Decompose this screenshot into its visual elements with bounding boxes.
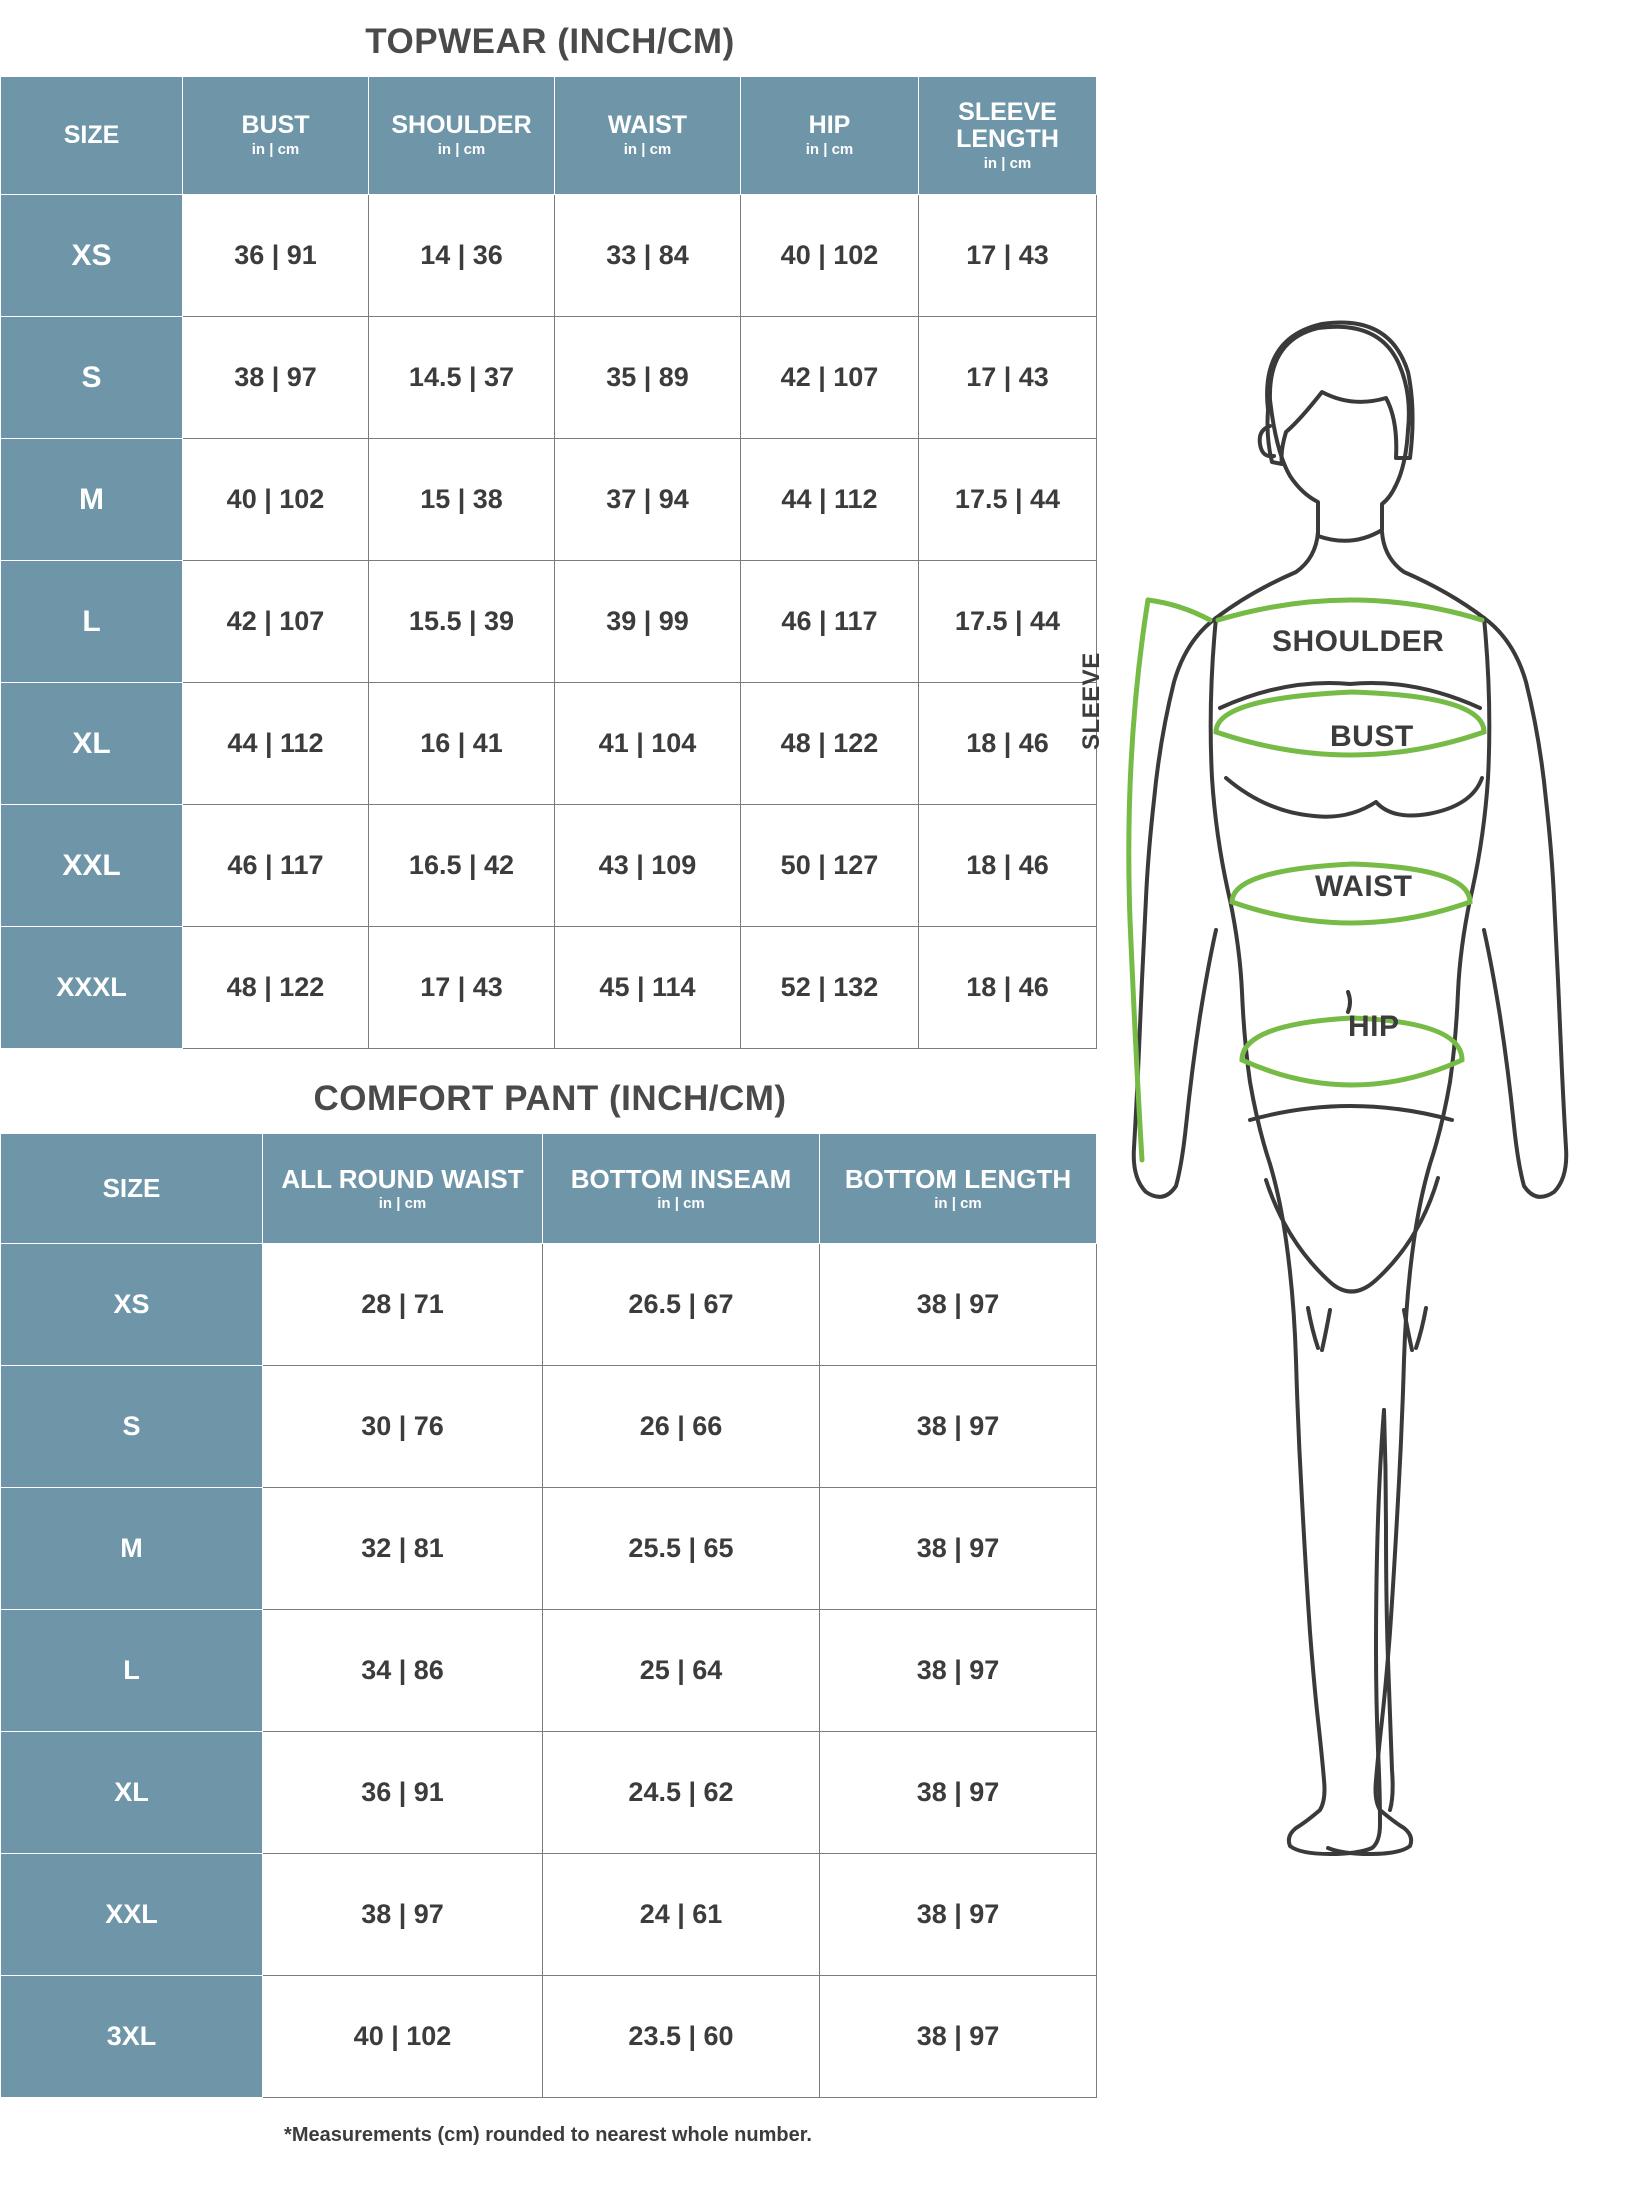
table-row	[1, 1488, 1097, 1610]
topwear-col-shoulder-unit: in | cm	[437, 141, 486, 159]
figure-label-bust: BUST	[1330, 720, 1414, 753]
topwear-title: TOPWEAR (INCH/CM)	[365, 22, 735, 61]
topwear-xxxl-bust: 48 | 122	[183, 927, 369, 1049]
left-leg-outline	[1211, 618, 1384, 1854]
pant-col-size	[1, 1134, 263, 1244]
pant-col-allround-waist	[263, 1134, 543, 1244]
left-knee-crease	[1308, 1308, 1318, 1348]
pant-xxl-inseam: 24 | 61	[543, 1854, 820, 1976]
pant-xl-inseam: 24.5 | 62	[543, 1732, 820, 1854]
topwear-col-hip-unit: in | cm	[805, 141, 854, 159]
pant-m-waist: 32 | 81	[263, 1488, 543, 1610]
pant-xs-inseam: 26.5 | 67	[543, 1244, 820, 1366]
pant-col-allround-waist-unit: in | cm	[378, 1194, 427, 1212]
pant-s-waist: 30 | 76	[263, 1366, 543, 1488]
topwear-xs-waist: 33 | 84	[555, 195, 741, 317]
pant-3xl-inseam: 23.5 | 60	[543, 1976, 820, 2098]
head-outline	[1270, 327, 1409, 541]
topwear-xl-sleeve: 18 | 46	[919, 683, 1097, 805]
topwear-m-sleeve: 17.5 | 44	[919, 439, 1097, 561]
pant-m-length: 38 | 97	[820, 1488, 1097, 1610]
pant-xl-waist: 36 | 91	[263, 1732, 543, 1854]
figure-label-waist: WAIST	[1315, 870, 1413, 903]
topwear-size-xs: XS	[1, 195, 183, 317]
topwear-col-sleeve-unit: in | cm	[983, 154, 1032, 172]
topwear-col-sleeve-label: SLEEVE LENGTH	[956, 97, 1059, 153]
topwear-col-waist	[555, 77, 741, 195]
pant-col-bottom-length-unit: in | cm	[934, 1194, 982, 1212]
topwear-col-hip	[741, 77, 919, 195]
topwear-col-shoulder-label: SHOULDER	[391, 111, 532, 140]
pant-xxl-waist: 38 | 97	[263, 1854, 543, 1976]
topwear-s-sleeve: 17 | 43	[919, 317, 1097, 439]
topwear-xs-sleeve: 17 | 43	[919, 195, 1097, 317]
pant-col-bottom-inseam-unit: in | cm	[657, 1194, 705, 1212]
topwear-xl-bust: 44 | 112	[183, 683, 369, 805]
pant-3xl-length: 38 | 97	[820, 1976, 1097, 2098]
pant-col-bottom-length	[820, 1134, 1097, 1244]
pant-col-bottom-length-label: BOTTOM LENGTH	[844, 1163, 1072, 1194]
topwear-m-hip: 44 | 112	[741, 439, 919, 561]
topwear-col-hip-label: HIP	[808, 111, 851, 140]
topwear-xxxl-shoulder: 17 | 43	[369, 927, 555, 1049]
topwear-size-l: L	[1, 561, 183, 683]
topwear-s-hip: 42 | 107	[741, 317, 919, 439]
topwear-xxl-hip: 50 | 127	[741, 805, 919, 927]
pant-table	[0, 1133, 1097, 2098]
pant-col-size-label: SIZE	[102, 1173, 161, 1204]
table-row	[1, 683, 1097, 805]
topwear-col-waist-label: WAIST	[607, 111, 688, 140]
navel	[1348, 992, 1350, 1012]
topwear-l-bust: 42 | 107	[183, 561, 369, 683]
table-row	[1, 1244, 1097, 1366]
topwear-xxxl-hip: 52 | 132	[741, 927, 919, 1049]
pant-m-inseam: 25.5 | 65	[543, 1488, 820, 1610]
topwear-xl-waist: 41 | 104	[555, 683, 741, 805]
table-row	[1, 805, 1097, 927]
pant-3xl-waist: 40 | 102	[263, 1976, 543, 2098]
topwear-xs-bust: 36 | 91	[183, 195, 369, 317]
topwear-s-waist: 35 | 89	[555, 317, 741, 439]
topwear-col-waist-unit: in | cm	[623, 141, 672, 159]
table-row	[1, 195, 1097, 317]
topwear-xs-shoulder: 14 | 36	[369, 195, 555, 317]
topwear-xl-hip: 48 | 122	[741, 683, 919, 805]
topwear-s-shoulder: 14.5 | 37	[369, 317, 555, 439]
topwear-m-shoulder: 15 | 38	[369, 439, 555, 561]
topwear-col-bust	[183, 77, 369, 195]
table-row	[1, 1732, 1097, 1854]
right-leg-outline	[1328, 618, 1489, 1854]
topwear-xs-hip: 40 | 102	[741, 195, 919, 317]
topwear-col-bust-unit: in | cm	[251, 141, 300, 159]
pant-l-inseam: 25 | 64	[543, 1610, 820, 1732]
table-row	[1, 1366, 1097, 1488]
pant-xs-length: 38 | 97	[820, 1244, 1097, 1366]
pant-size-xxl: XXL	[1, 1854, 263, 1976]
measurement-figure	[1078, 280, 1650, 1980]
topwear-l-hip: 46 | 117	[741, 561, 919, 683]
pant-size-3xl: 3XL	[1, 1976, 263, 2098]
topwear-col-shoulder	[369, 77, 555, 195]
topwear-xl-shoulder: 16 | 41	[369, 683, 555, 805]
topwear-s-bust: 38 | 97	[183, 317, 369, 439]
pant-l-waist: 34 | 86	[263, 1610, 543, 1732]
topwear-header-row	[1, 77, 1097, 195]
topwear-l-sleeve: 17.5 | 44	[919, 561, 1097, 683]
table-row	[1, 1976, 1097, 2098]
figure-label-hip: HIP	[1348, 1010, 1400, 1043]
sleeve-measure-tick	[1148, 600, 1210, 620]
pant-title: COMFORT PANT (INCH/CM)	[313, 1079, 787, 1118]
topwear-size-xxxl: XXXL	[1, 927, 183, 1049]
pant-size-xs: XS	[1, 1244, 263, 1366]
pant-xxl-length: 38 | 97	[820, 1854, 1097, 1976]
figure-label-shoulder: SHOULDER	[1272, 625, 1445, 658]
table-row	[1, 439, 1097, 561]
topwear-xxl-sleeve: 18 | 46	[919, 805, 1097, 927]
table-row	[1, 927, 1097, 1049]
topwear-xxxl-waist: 45 | 114	[555, 927, 741, 1049]
pant-size-m: M	[1, 1488, 263, 1610]
table-row	[1, 1854, 1097, 1976]
pant-xl-length: 38 | 97	[820, 1732, 1097, 1854]
brief-top-line	[1250, 1106, 1452, 1120]
pant-col-allround-waist-label: ALL ROUND WAIST	[281, 1163, 524, 1194]
topwear-l-shoulder: 15.5 | 39	[369, 561, 555, 683]
pant-s-inseam: 26 | 66	[543, 1366, 820, 1488]
topwear-xxl-waist: 43 | 109	[555, 805, 741, 927]
topwear-table	[0, 76, 1097, 1049]
topwear-xxl-shoulder: 16.5 | 42	[369, 805, 555, 927]
pant-col-bottom-inseam	[543, 1134, 820, 1244]
pant-size-xl: XL	[1, 1732, 263, 1854]
topwear-col-size	[1, 77, 183, 195]
pant-s-length: 38 | 97	[820, 1366, 1097, 1488]
topwear-col-bust-label: BUST	[241, 111, 310, 140]
left-knee-crease-2	[1322, 1310, 1330, 1350]
topwear-size-xxl: XXL	[1, 805, 183, 927]
topwear-xxl-bust: 46 | 117	[183, 805, 369, 927]
pant-xs-waist: 28 | 71	[263, 1244, 543, 1366]
figure-label-sleeve: SLEEVE	[1078, 652, 1105, 750]
pant-l-length: 38 | 97	[820, 1610, 1097, 1732]
topwear-size-xl: XL	[1, 683, 183, 805]
bra-bottom-line	[1226, 778, 1482, 817]
topwear-size-s: S	[1, 317, 183, 439]
shoulder-measure-line	[1218, 600, 1482, 620]
table-row	[1, 1610, 1097, 1732]
pant-size-l: L	[1, 1610, 263, 1732]
topwear-m-bust: 40 | 102	[183, 439, 369, 561]
pant-size-s: S	[1, 1366, 263, 1488]
table-row	[1, 561, 1097, 683]
topwear-col-size-label: SIZE	[63, 121, 120, 149]
topwear-l-waist: 39 | 99	[555, 561, 741, 683]
pant-header-row	[1, 1134, 1097, 1244]
footnote: *Measurements (cm) rounded to nearest whole number.	[284, 2124, 812, 2146]
table-row	[1, 317, 1097, 439]
pant-col-bottom-inseam-label: BOTTOM INSEAM	[570, 1163, 792, 1194]
topwear-size-m: M	[1, 439, 183, 561]
topwear-m-waist: 37 | 94	[555, 439, 741, 561]
right-knee-crease	[1416, 1308, 1426, 1348]
topwear-col-sleeve	[919, 77, 1097, 195]
topwear-xxxl-sleeve: 18 | 46	[919, 927, 1097, 1049]
female-body-diagram	[1090, 280, 1650, 1980]
